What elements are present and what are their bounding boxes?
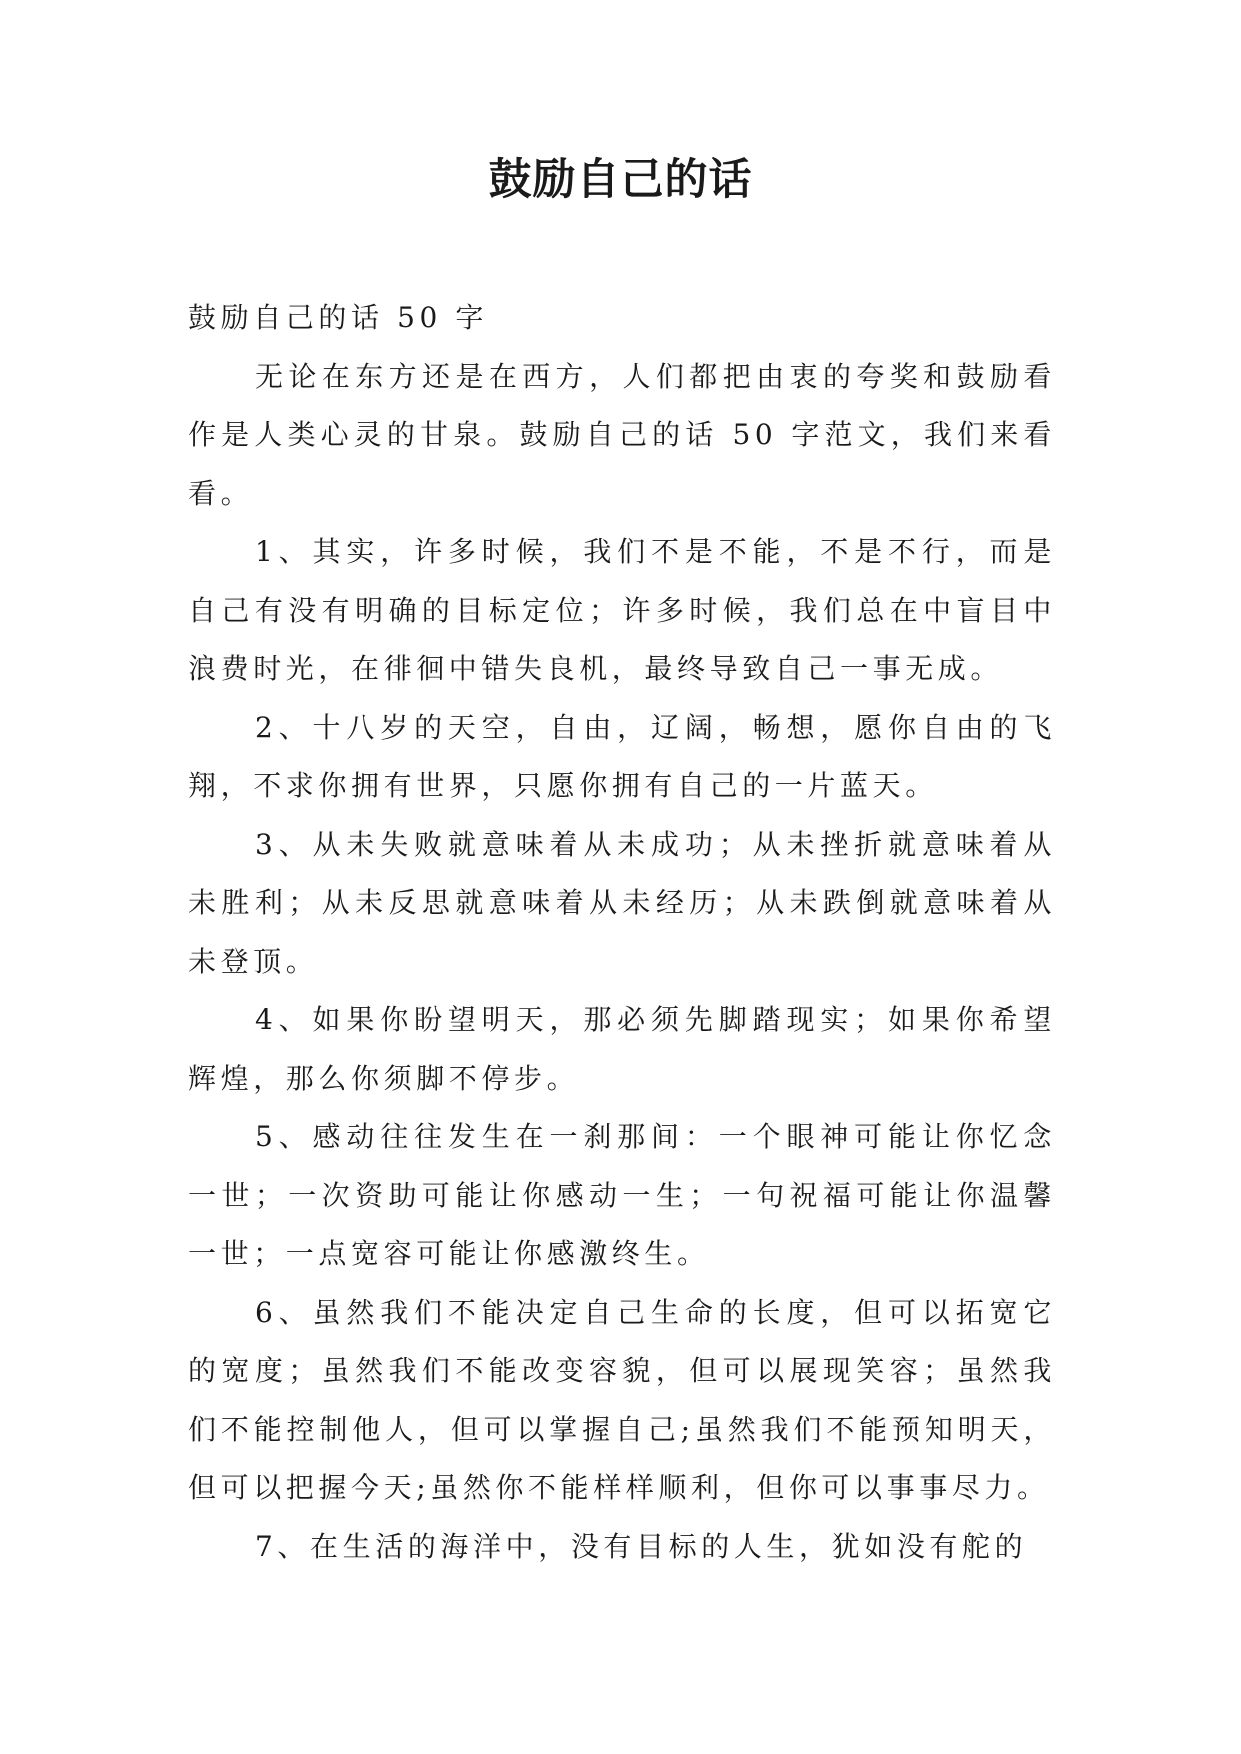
document-title: 鼓励自己的话 — [488, 155, 753, 205]
paragraph-item-2: 2、十八岁的天空，自由，辽阔，畅想，愿你自由的飞翔，不求你拥有世界，只愿你拥有自己的一片蓝天。 — [188, 710, 1056, 802]
paragraph-item-6: 6、虽然我们不能决定自己生命的长度，但可以拓宽它的宽度；虽然我们不能改变容貌，但可以展现笑容；虽然我们不能控制他人，但可以掌握自己;虽然我们不能预知明天，但可以把握今天;虽然你不能样样顺利，但你可以事事尽力。 — [188, 1295, 1056, 1504]
paragraph-item-7: 7、在生活的海洋中，没有目标的人生，犹如没有舵的 — [255, 1529, 1028, 1563]
paragraph-item-3: 3、从未失败就意味着从未成功；从未挫折就意味着从未胜利；从未反思就意味着从未经历；从未跌倒就意味着从未登顶。 — [188, 827, 1056, 978]
paragraph-item-1: 1、其实，许多时候，我们不是不能，不是不行，而是自己有没有明确的目标定位；许多时候，我们总在中盲目中浪费时光，在徘徊中错失良机，最终导致自己一事无成。 — [188, 535, 1056, 685]
paragraph-item-5: 5、感动往往发生在一刹那间：一个眼神可能让你忆念一世；一次资助可能让你感动一生；一句祝福可能让你温馨一世；一点宽容可能让你感激终生。 — [188, 1120, 1056, 1270]
document-body — [188, 289, 1056, 1576]
paragraph-item-4: 4、如果你盼望明天，那必须先脚踏现实；如果你希望辉煌，那么你须脚不停步。 — [188, 1003, 1056, 1095]
paragraph-intro: 无论在东方还是在西方，人们都把由衷的夸奖和鼓励看作是人类心灵的甘泉。鼓励自己的话 50 字范文，我们来看看。 — [188, 359, 1056, 510]
document-subtitle: 鼓励自己的话 50 字 — [188, 301, 489, 334]
